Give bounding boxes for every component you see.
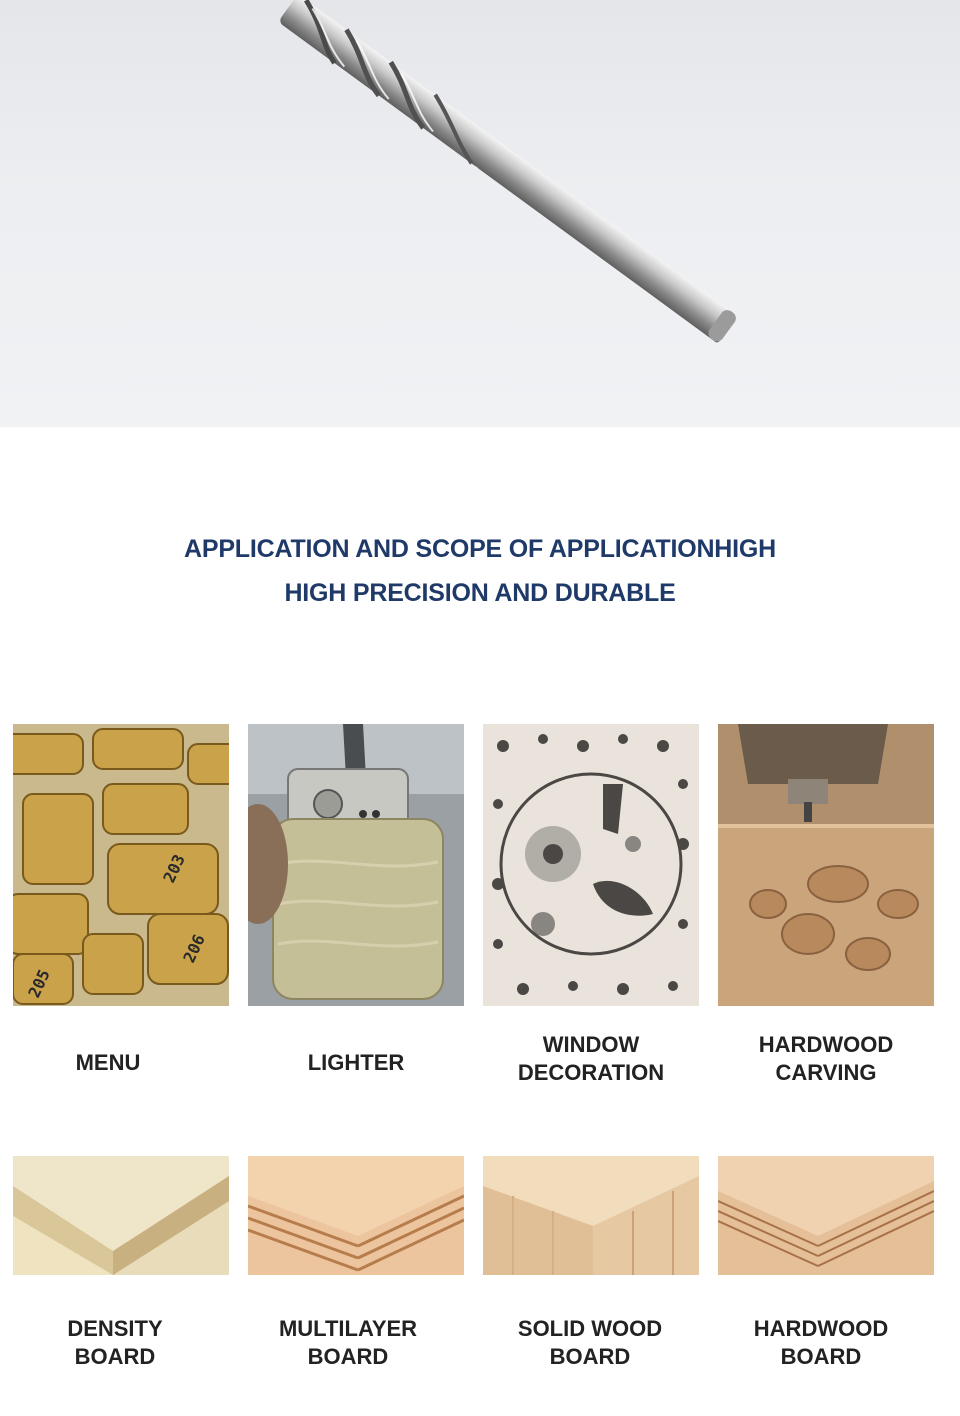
solid-wood-board-image: [483, 1156, 699, 1275]
menu-application-image: [13, 724, 229, 1006]
hardwood-board-label-line1: HARDWOOD: [753, 1316, 889, 1341]
section-title: APPLICATION AND SCOPE OF APPLICATIONHIGH: [183, 535, 776, 563]
hardwood-carving-label: [718, 1031, 934, 1087]
end-mill-bit-illustration: [0, 0, 960, 427]
window-decoration-label-line2: DECORATION: [517, 1060, 665, 1085]
lighter-label: [248, 1049, 464, 1077]
hardwood-carving-label-line2: CARVING: [775, 1060, 877, 1085]
window-decoration-label: [483, 1031, 699, 1087]
solid-wood-board-label-line1: SOLID WOOD: [517, 1316, 663, 1341]
section-subtitle: HIGH PRECISION AND DURABLE: [284, 579, 676, 607]
lighter-label-line1: LIGHTER: [307, 1050, 405, 1075]
multilayer-board-label: [238, 1315, 458, 1371]
hardwood-board-label: [711, 1315, 931, 1371]
solid-wood-board-label-line2: BOARD: [549, 1344, 631, 1369]
svg-text:206: 206: [179, 931, 209, 966]
svg-text:203: 203: [159, 851, 189, 886]
hardwood-carving-label-line1: HARDWOOD: [758, 1032, 894, 1057]
menu-label: [0, 1049, 216, 1077]
density-board-label-line1: DENSITY: [67, 1316, 163, 1341]
multilayer-board-label-line2: BOARD: [307, 1344, 389, 1369]
multilayer-board-image: [248, 1156, 464, 1275]
menu-label-line1: MENU: [75, 1050, 141, 1075]
multilayer-board-label-line1: MULTILAYER: [278, 1316, 418, 1341]
window-decoration-label-line1: WINDOW: [542, 1032, 640, 1057]
density-board-label: [0, 1315, 230, 1371]
lighter-application-image: [248, 724, 464, 1006]
svg-text:205: 205: [24, 966, 54, 1001]
hardwood-board-label-line2: BOARD: [780, 1344, 862, 1369]
solid-wood-board-label: [480, 1315, 700, 1371]
density-board-label-line2: BOARD: [74, 1344, 156, 1369]
window-decoration-image: [483, 724, 699, 1006]
hardwood-board-image: [718, 1156, 934, 1275]
hero-product-image: [0, 0, 960, 427]
density-board-image: [13, 1156, 229, 1275]
hardwood-carving-image: [718, 724, 934, 1006]
